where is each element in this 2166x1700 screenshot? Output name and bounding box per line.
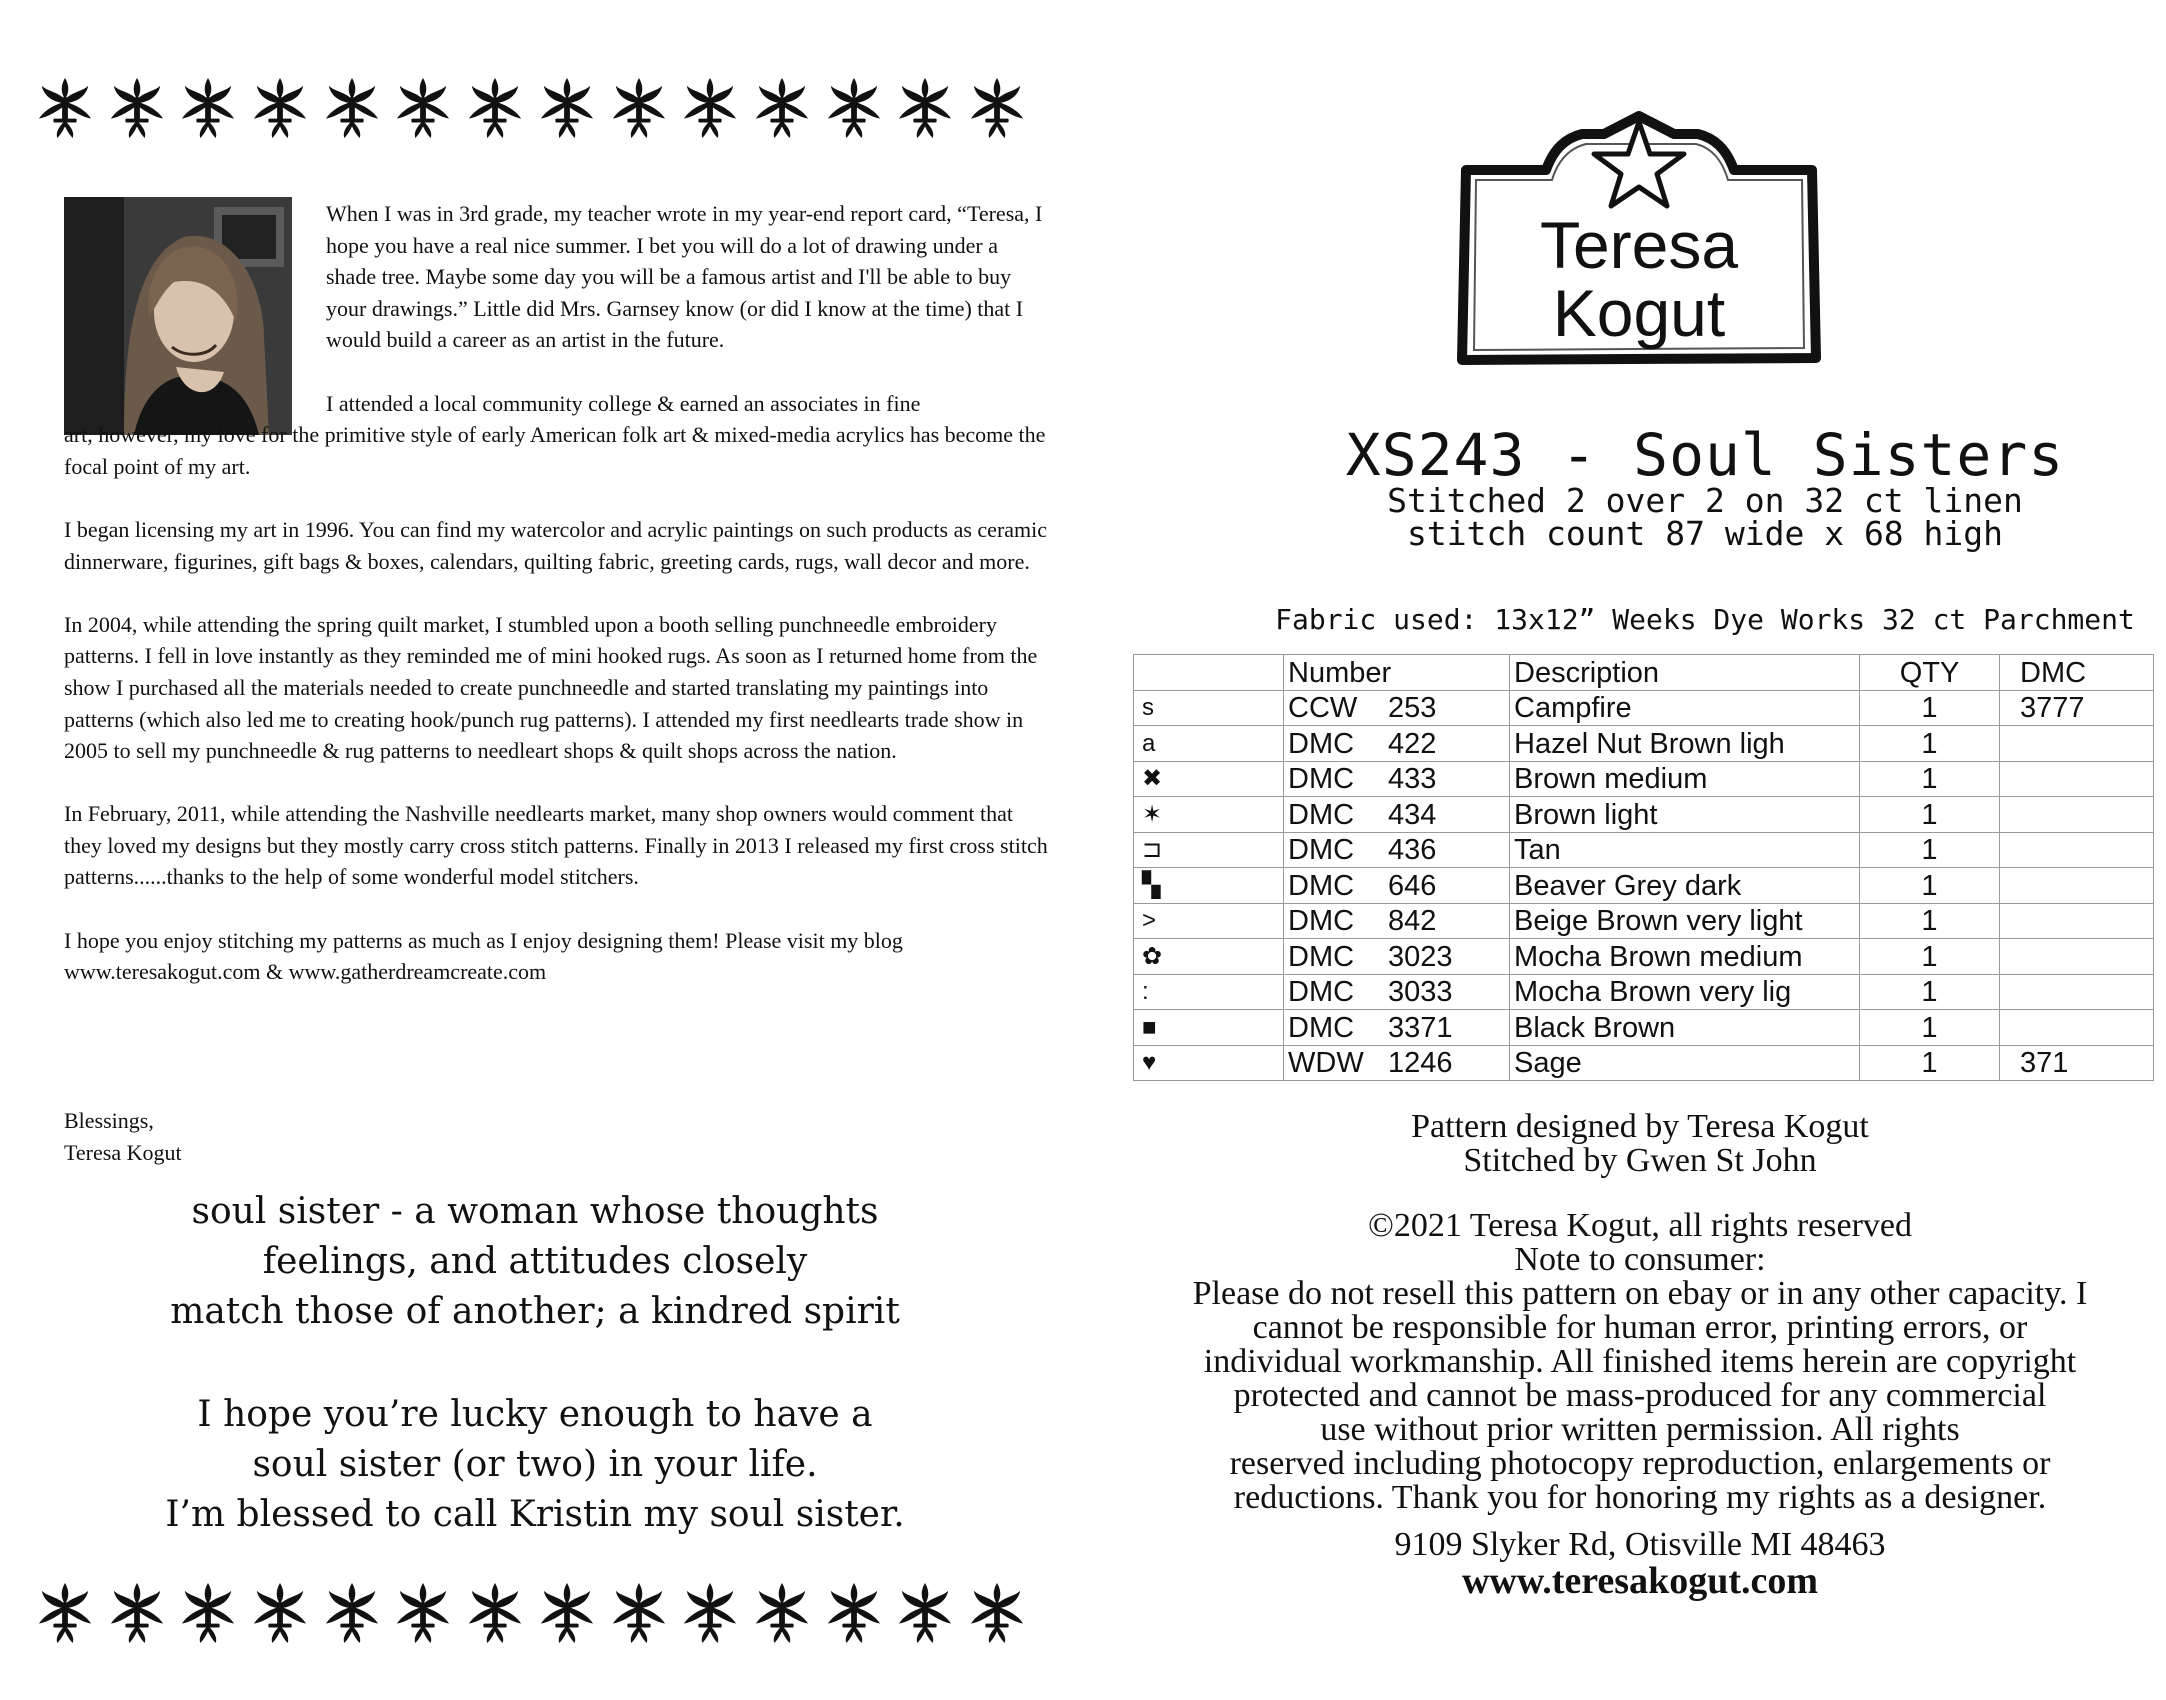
symbol-cell: a [1134,726,1284,762]
number-cell [1284,726,1510,762]
fleur-ornament-icon [394,76,452,140]
signoff-name: Teresa Kogut [64,1140,182,1165]
fleur-ornament-icon [896,1581,954,1645]
fleur-ornament-icon [466,1581,524,1645]
code: 434 [1388,798,1437,831]
note-line: protected and cannot be mass-produced for any commercial [1233,1377,2047,1414]
fleur-ornament-icon [610,76,668,140]
website-link[interactable]: www.teresakogut.com [1461,1560,1819,1602]
fleur-ornament-icon [681,76,739,140]
note-heading: Note to consumer: [1514,1241,1766,1278]
qty-cell: 1 [1860,868,2000,904]
symbol-cell: s [1134,690,1284,726]
qty-cell: 1 [1860,1045,2000,1081]
number-cell [1284,868,1510,904]
fleur-ornament-icon [179,1581,237,1645]
fleur-ornament-icon [251,1581,309,1645]
bottom-ornament-border [36,1581,1026,1645]
dmc-cell: 3777 [2000,690,2154,726]
soul-sister-wish [70,1390,1000,1540]
thread-key-table [1133,654,2154,1081]
logo-last-name: Kogut [1552,276,1726,350]
dmc-cell [2000,939,2154,975]
table-row [1134,974,2154,1010]
code: 3033 [1388,976,1453,1008]
code: 646 [1388,869,1437,902]
fleur-ornament-icon [825,76,883,140]
fleur-ornament-icon [179,76,237,140]
brand: DMC [1288,763,1355,795]
dmc-cell: 371 [2000,1045,2154,1081]
code: 1246 [1388,1047,1453,1079]
brand: DMC [1288,869,1355,902]
note-line: individual workmanship. All finished items herein are copyright [1203,1343,2077,1380]
header-qty: QTY [1860,655,2000,691]
brand: DMC [1288,727,1355,760]
dmc-cell [2000,761,2154,797]
dmc-cell [2000,868,2154,904]
description-cell: Black Brown [1510,1010,1860,1046]
brand: DMC [1288,834,1355,866]
fleur-ornament-icon [825,1581,883,1645]
fleur-ornament-icon [681,1581,739,1645]
qty-cell: 1 [1860,690,2000,726]
dmc-cell [2000,1010,2154,1046]
qty-cell: 1 [1860,726,2000,762]
brand: CCW [1288,692,1358,724]
pattern-credits [1140,1110,2140,1178]
header-dmc: DMC [2000,655,2154,691]
wish-line: soul sister (or two) in your life. [252,1444,818,1485]
number-cell [1284,761,1510,797]
teresa-kogut-logo [1454,108,1824,370]
brand: DMC [1288,940,1355,973]
bio-paragraph [64,388,1049,483]
number-cell [1284,1045,1510,1081]
note-line: Please do not resell this pattern on ebay or in any other capacity. I [1192,1275,2088,1312]
soul-sister-definition [70,1187,1000,1337]
brand: DMC [1288,1011,1355,1044]
number-cell [1284,1010,1510,1046]
table-row [1134,1010,2154,1046]
fleur-ornament-icon [394,1581,452,1645]
fabric-used: Fabric used: 13x12” Weeks Dye Works 32 ct Parchment [1275,603,2135,636]
bio-paragraph: I began licensing my art in 1996. You can find my watercolor and acrylic paintings on such products as ceramic dinnerware, figurines, gift bags & boxes, calendars, quilting fabric, greeting cards, rugs, wall decor and more. [64,516,1048,574]
header-number: Number [1284,655,1510,691]
pattern-title: XS243 - Soul Sisters [1345,421,2065,489]
header-description: Description [1510,655,1860,691]
dmc-cell [2000,797,2154,833]
signoff-greeting: Blessings, [64,1108,154,1133]
bio-paragraph-first-line: I attended a local community college & earned an associates in fine [326,390,921,416]
logo-first-name: Teresa [1539,208,1739,282]
brand: DMC [1288,976,1355,1008]
copyright-notice [1140,1209,2140,1515]
stitched-by: Stitched by Gwen St John [1463,1142,1817,1179]
code: 422 [1388,727,1437,760]
fleur-ornament-icon [538,76,596,140]
note-line: cannot be responsible for human error, printing errors, or [1252,1309,2028,1346]
fleur-ornament-icon [323,1581,381,1645]
code: 253 [1388,692,1437,724]
symbol-cell: ✖ [1134,761,1284,797]
brand: WDW [1288,1047,1364,1079]
note-line: reductions. Thank you for honoring my rights as a designer. [1233,1479,2047,1516]
pattern-subtitle [1160,481,2166,553]
description-cell: Hazel Nut Brown ligh [1510,726,1860,762]
address: 9109 Slyker Rd, Otisville MI 48463 [1394,1526,1886,1563]
description-cell: Sage [1510,1045,1860,1081]
copyright-line: ©2021 Teresa Kogut, all rights reserved [1367,1207,1913,1244]
qty-cell: 1 [1860,832,2000,868]
fleur-ornament-icon [610,1581,668,1645]
fleur-ornament-icon [36,1581,94,1645]
qty-cell: 1 [1860,797,2000,833]
table-row [1134,761,2154,797]
note-line: use without prior written permission. All rights [1320,1411,1960,1448]
number-cell [1284,690,1510,726]
table-row [1134,939,2154,975]
bio-paragraph: In 2004, while attending the spring quilt market, I stumbled upon a booth selling punchneedle embroidery patterns. I fell in love instantly as they reminded me of mini hooked rugs. As soon as I returned home from the show I purchased all the materials needed to create punchneedle and started translating my paintings into patterns (which also led me to creating hook/punch rug patterns). I attended my first needlearts trade show in 2005 to sell my punchneedle & rug patterns to needleart shops & quilt shops across the nation. [64,611,1038,764]
signoff [64,1105,182,1169]
description-cell: Brown light [1510,797,1860,833]
fleur-ornament-icon [968,1581,1026,1645]
wish-line: I’m blessed to call Kristin my soul sister. [165,1494,905,1535]
fleur-ornament-icon [36,76,94,140]
code: 3371 [1388,1011,1453,1044]
number-cell [1284,939,1510,975]
table-row [1134,1045,2154,1081]
fleur-ornament-icon [538,1581,596,1645]
qty-cell: 1 [1860,1010,2000,1046]
bio-paragraph-rest: art, however, my love for the primitive style of early American folk art & mixed-media acrylics has become the focal point of my art. [64,422,1046,479]
qty-cell: 1 [1860,974,2000,1010]
qty-cell: 1 [1860,903,2000,939]
symbol-cell: ♥ [1134,1045,1284,1081]
symbol-cell: ▚ [1134,868,1284,904]
dmc-cell [2000,974,2154,1010]
designed-by: Pattern designed by Teresa Kogut [1411,1108,1869,1145]
table-row [1134,868,2154,904]
bio-websites: www.teresakogut.com & www.gatherdreamcreate.com [64,959,547,985]
qty-cell: 1 [1860,939,2000,975]
fleur-ornament-icon [896,76,954,140]
code: 436 [1388,834,1437,866]
definition-line: feelings, and attitudes closely [262,1241,808,1282]
symbol-cell: ■ [1134,1010,1284,1046]
qty-cell: 1 [1860,761,2000,797]
number-cell [1284,832,1510,868]
note-line: reserved including photocopy reproduction, enlargements or [1229,1445,2051,1482]
dmc-cell [2000,726,2154,762]
number-cell [1284,797,1510,833]
dmc-cell [2000,903,2154,939]
fleur-ornament-icon [108,76,166,140]
dmc-cell [2000,832,2154,868]
bio-paragraph [64,925,1049,988]
number-cell [1284,974,1510,1010]
table-row [1134,832,2154,868]
wish-line: I hope you’re lucky enough to have a [197,1394,873,1435]
brand: DMC [1288,905,1355,937]
bio-paragraph: In February, 2011, while attending the Nashville needlearts market, many shop owners would comment that they loved my designs but they mostly carry cross stitch patterns. Finally in 2013 I released my first cross stitch patterns......thanks to the help of some wonderful model stitchers. [64,801,1048,890]
symbol-cell: ⊐ [1134,832,1284,868]
definition-line: match those of another; a kindred spirit [170,1291,900,1332]
stitch-method: Stitched 2 over 2 on 32 ct linen [1387,481,2023,520]
description-cell: Beaver Grey dark [1510,868,1860,904]
fleur-ornament-icon [753,1581,811,1645]
brand: DMC [1288,798,1355,831]
fleur-ornament-icon [466,76,524,140]
bio-paragraph: When I was in 3rd grade, my teacher wrote in my year-end report card, “Teresa, I hope you have a real nice summer. I bet you will do a lot of drawing under a shade tree. Maybe some day you will be a famous artist and I'll be able to buy your drawings.” Little did Mrs. Garnsey know (or did I know at the time) that I would build a career as an artist in the future. [326,201,1043,353]
code: 842 [1388,905,1437,937]
symbol-cell: ✶ [1134,797,1284,833]
symbol-cell: ✿ [1134,939,1284,975]
description-cell: Mocha Brown medium [1510,939,1860,975]
definition-line: soul sister - a woman whose thoughts [191,1191,879,1232]
symbol-cell: : [1134,974,1284,1010]
table-row [1134,690,2154,726]
code: 3023 [1388,940,1453,973]
fleur-ornament-icon [968,76,1026,140]
table-header-row [1134,655,2154,691]
code: 433 [1388,763,1437,795]
number-cell [1284,903,1510,939]
description-cell: Brown medium [1510,761,1860,797]
description-cell: Tan [1510,832,1860,868]
table-row [1134,726,2154,762]
description-cell: Mocha Brown very lig [1510,974,1860,1010]
description-cell: Campfire [1510,690,1860,726]
symbol-cell: > [1134,903,1284,939]
fleur-ornament-icon [753,76,811,140]
table-row [1134,797,2154,833]
fleur-ornament-icon [323,76,381,140]
contact-info [1140,1526,2140,1602]
author-bio [64,198,1049,1019]
table-row [1134,903,2154,939]
bio-blog-text: I hope you enjoy stitching my patterns as much as I enjoy designing them! Please visit my blog [64,927,903,953]
description-cell: Beige Brown very light [1510,903,1860,939]
fleur-ornament-icon [108,1581,166,1645]
stitch-count: stitch count 87 wide x 68 high [1406,514,2004,553]
top-ornament-border [36,76,1026,140]
header-symbol [1134,655,1284,691]
fleur-ornament-icon [251,76,309,140]
